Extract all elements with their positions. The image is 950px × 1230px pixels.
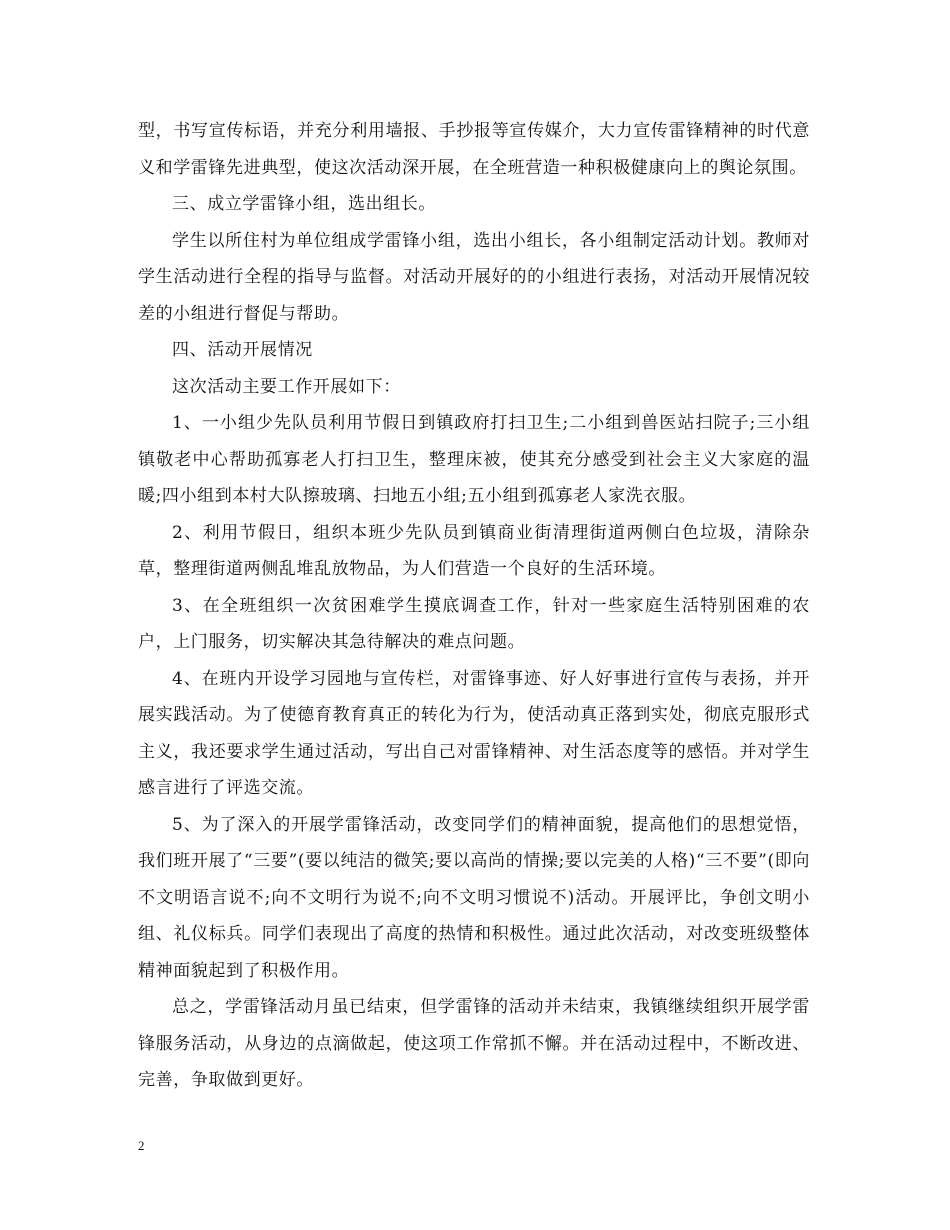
list-item-2: 2、利用节假日，组织本班少先队员到镇商业街清理街道两侧白色垃圾，清除杂草，整理街道两侧乱堆乱放物品，为人们营造一个良好的生活环境。 — [138, 522, 810, 579]
section-heading-4: 四、活动开展情况 — [172, 340, 313, 360]
list-item-4: 4、在班内开设学习园地与宣传栏，对雷锋事迹、好人好事进行宣传与表扬，并开展实践活动。为了使德育教育真正的转化为行为，使活动真正落到实处，彻底克服形式主义，我还要求学生通过活动，写出自己对雷锋精神、对生活态度等的感悟。并对学生感言进行了评选交流。 — [138, 668, 810, 798]
list-item-3: 3、在全班组织一次贫困难学生摸底调查工作，针对一些家庭生活特别困难的农户，上门服务，切实解决其急待解决的难点问题。 — [138, 595, 810, 652]
page-number: 2 — [138, 1138, 145, 1153]
list-item-1: 1、一小组少先队员利用节假日到镇政府打扫卫生;二小组到兽医站扫院子;三小组镇敬老中心帮助孤寡老人打扫卫生，整理床被，使其充分感受到社会主义大家庭的温暖;四小组到本村大队擦玻璃、扫地五小组;五小组到孤寡老人家洗衣服。 — [138, 413, 810, 506]
paragraph-continuation: 型，书写宣传标语，并充分利用墙报、手抄报等宣传媒介，大力宣传雷锋精神的时代意义和学雷锋先进典型，使这次活动深开展，在全班营造一种积极健康向上的舆论氛围。 — [138, 121, 810, 178]
document-body — [138, 113, 810, 1099]
paragraph-conclusion: 总之，学雷锋活动月虽已结束，但学雷锋的活动并未结束，我镇继续组织开展学雷锋服务活动，从身边的点滴做起，使这项工作常抓不懈。并在活动过程中，不断改进、完善，争取做到更好。 — [138, 997, 810, 1090]
section-heading-3: 三、成立学雷锋小组，选出组长。 — [172, 194, 436, 214]
paragraph-groups: 学生以所住村为单位组成学雷锋小组，选出小组长，各小组制定活动计划。教师对学生活动进行全程的指导与监督。对活动开展好的的小组进行表扬，对活动开展情况较差的小组进行督促与帮助。 — [138, 230, 810, 324]
paragraph-intro: 这次活动主要工作开展如下： — [172, 376, 401, 397]
list-item-5: 5、为了深入的开展学雷锋活动，改变同学们的精神面貌，提高他们的思想觉悟，我们班开展了“三要”(要以纯洁的微笑;要以高尚的情操;要以完美的人格)“三不要”(即向不文明语言说不;向不文明行为说不;向不文明习惯说不)活动。开展评比，争创文明小组、礼仪标兵。同学们表现出了高度的热情和积极性。通过此次活动，对改变班级整体精神面貌起到了积极作用。 — [138, 814, 810, 981]
